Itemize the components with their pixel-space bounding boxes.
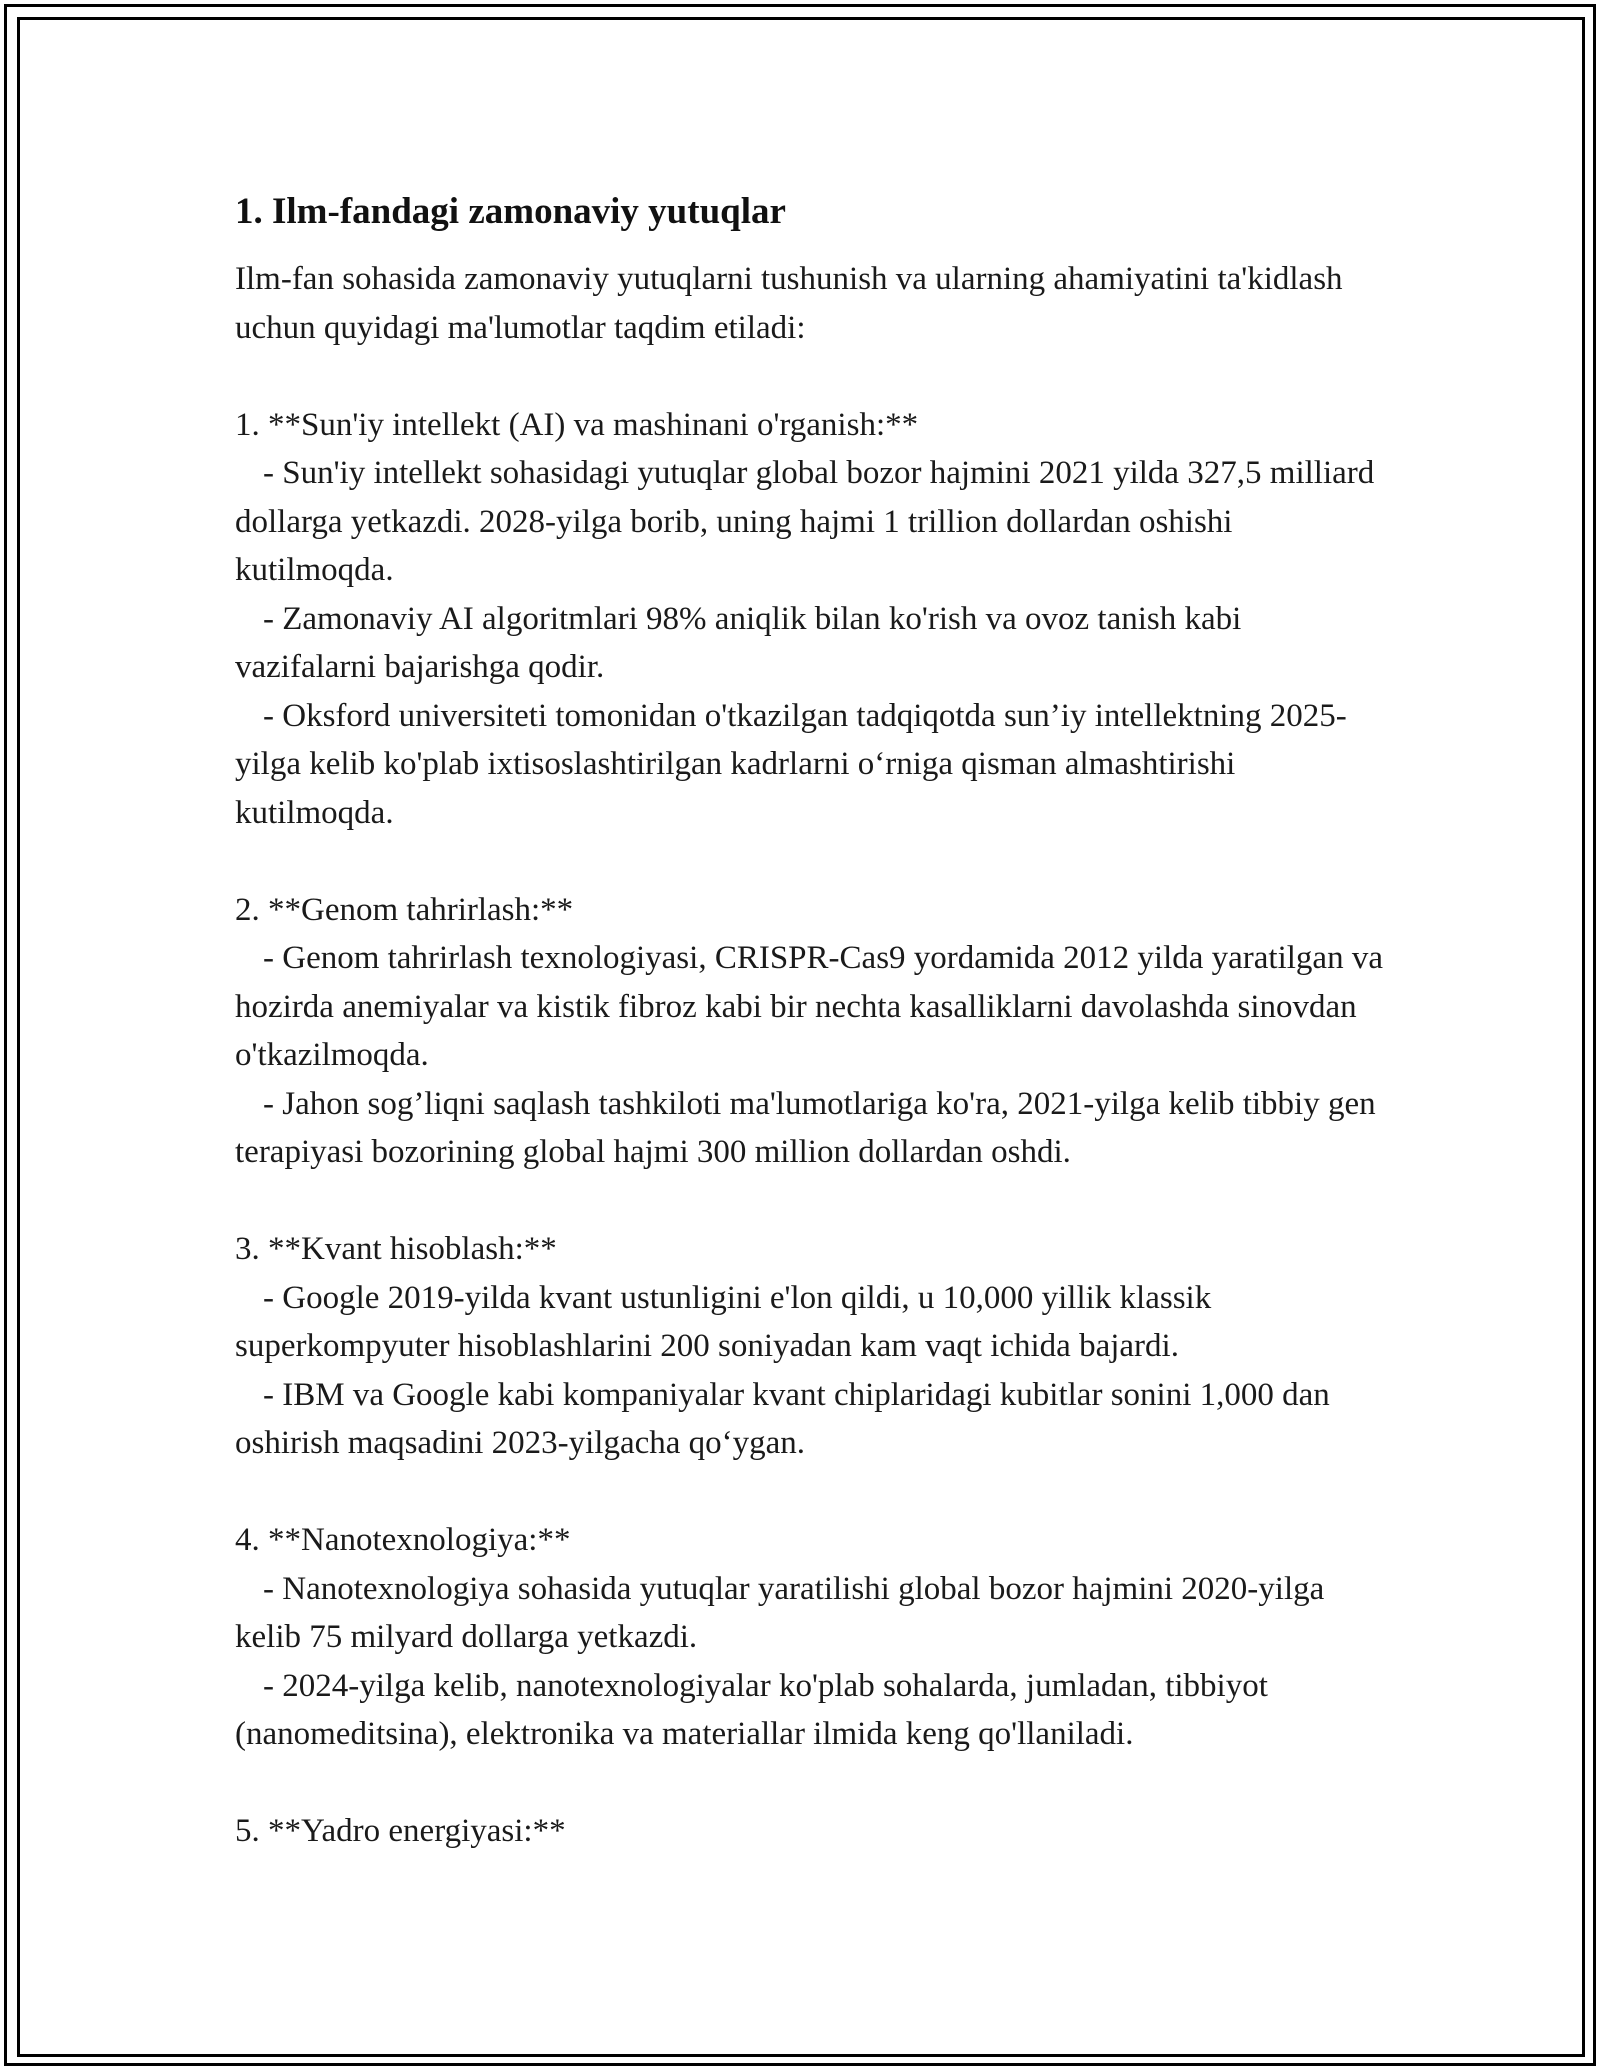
- section-nuclear: [235, 1807, 1385, 1856]
- bullet-item: - Oksford universiteti tomonidan o'tkazilgan tadqiqotda sun’iy intellektning 2025-yilga kelib ko'plab ixtisoslashtirilgan kadrlarni o‘rniga qisman almashtirishi kutilmoqda.: [235, 697, 1347, 831]
- spacer: [235, 352, 1385, 401]
- spacer: [235, 1468, 1385, 1517]
- section-genome: [235, 886, 1385, 1177]
- section-nano: [235, 1516, 1385, 1759]
- section-ai: [235, 401, 1385, 838]
- section-title: 3. **Kvant hisoblash:**: [235, 1231, 557, 1267]
- document-content: [235, 185, 1385, 1856]
- document-heading: 1. Ilm-fandagi zamonaviy yutuqlar: [235, 191, 786, 232]
- section-title: 1. **Sun'iy intellekt (AI) va mashinani o'rganish:**: [235, 406, 919, 443]
- spacer: [235, 1177, 1385, 1226]
- section-title: 5. **Yadro energiyasi:**: [235, 1813, 566, 1849]
- bullet-item: - Zamonaviy AI algoritmlari 98% aniqlik bilan ko'rish va ovoz tanish kabi vazifalarni bajarishga qodir.: [235, 600, 1242, 685]
- spacer: [235, 837, 1385, 886]
- bullet-item: - Jahon sog’liqni saqlash tashkiloti ma'lumotlariga ko'ra, 2021-yilga kelib tibbiy gen terapiyasi bozorining global hajmi 300 million dollardan oshdi.: [235, 1085, 1376, 1170]
- bullet-item: - Nanotexnologiya sohasida yutuqlar yaratilishi global bozor hajmini 2020-yilga kelib 75 milyard dollarga yetkazdi.: [235, 1570, 1325, 1655]
- bullet-item: - 2024-yilga kelib, nanotexnologiyalar ko'plab sohalarda, jumladan, tibbiyot (nanomeditsina), elektronika va materiallar ilmida keng qo'llaniladi.: [235, 1667, 1268, 1752]
- spacer: [235, 1759, 1385, 1808]
- bullet-item: - IBM va Google kabi kompaniyalar kvant chiplaridagi kubitlar sonini 1,000 dan oshirish maqsadini 2023-yilgacha qo‘ygan.: [235, 1376, 1330, 1461]
- section-title: 4. **Nanotexnologiya:**: [235, 1522, 571, 1558]
- bullet-item: - Genom tahrirlash texnologiyasi, CRISPR-Cas9 yordamida 2012 yilda yaratilgan va hozirda anemiyalar va kistik fibroz kabi bir nechta kasalliklarni davolashda sinovdan o'tkazilmoqda.: [235, 940, 1383, 1073]
- section-title: 2. **Genom tahrirlash:**: [235, 891, 574, 928]
- intro-paragraph: Ilm-fan sohasida zamonaviy yutuqlarni tushunish va ularning ahamiyatini ta'kidlash uchun quyidagi ma'lumotlar taqdim etiladi:: [235, 261, 1351, 346]
- bullet-item: - Google 2019-yilda kvant ustunligini e'lon qildi, u 10,000 yillik klassik superkompyuter hisoblashlarini 200 soniyadan kam vaqt ichida bajardi.: [235, 1279, 1212, 1364]
- section-quantum: [235, 1225, 1385, 1468]
- bullet-item: - Sun'iy intellekt sohasidagi yutuqlar global bozor hajmini 2021 yilda 327,5 milliard dollarga yetkazdi. 2028-yilga borib, uning hajmi 1 trillion dollardan oshishi kutilmoqda.: [235, 455, 1375, 588]
